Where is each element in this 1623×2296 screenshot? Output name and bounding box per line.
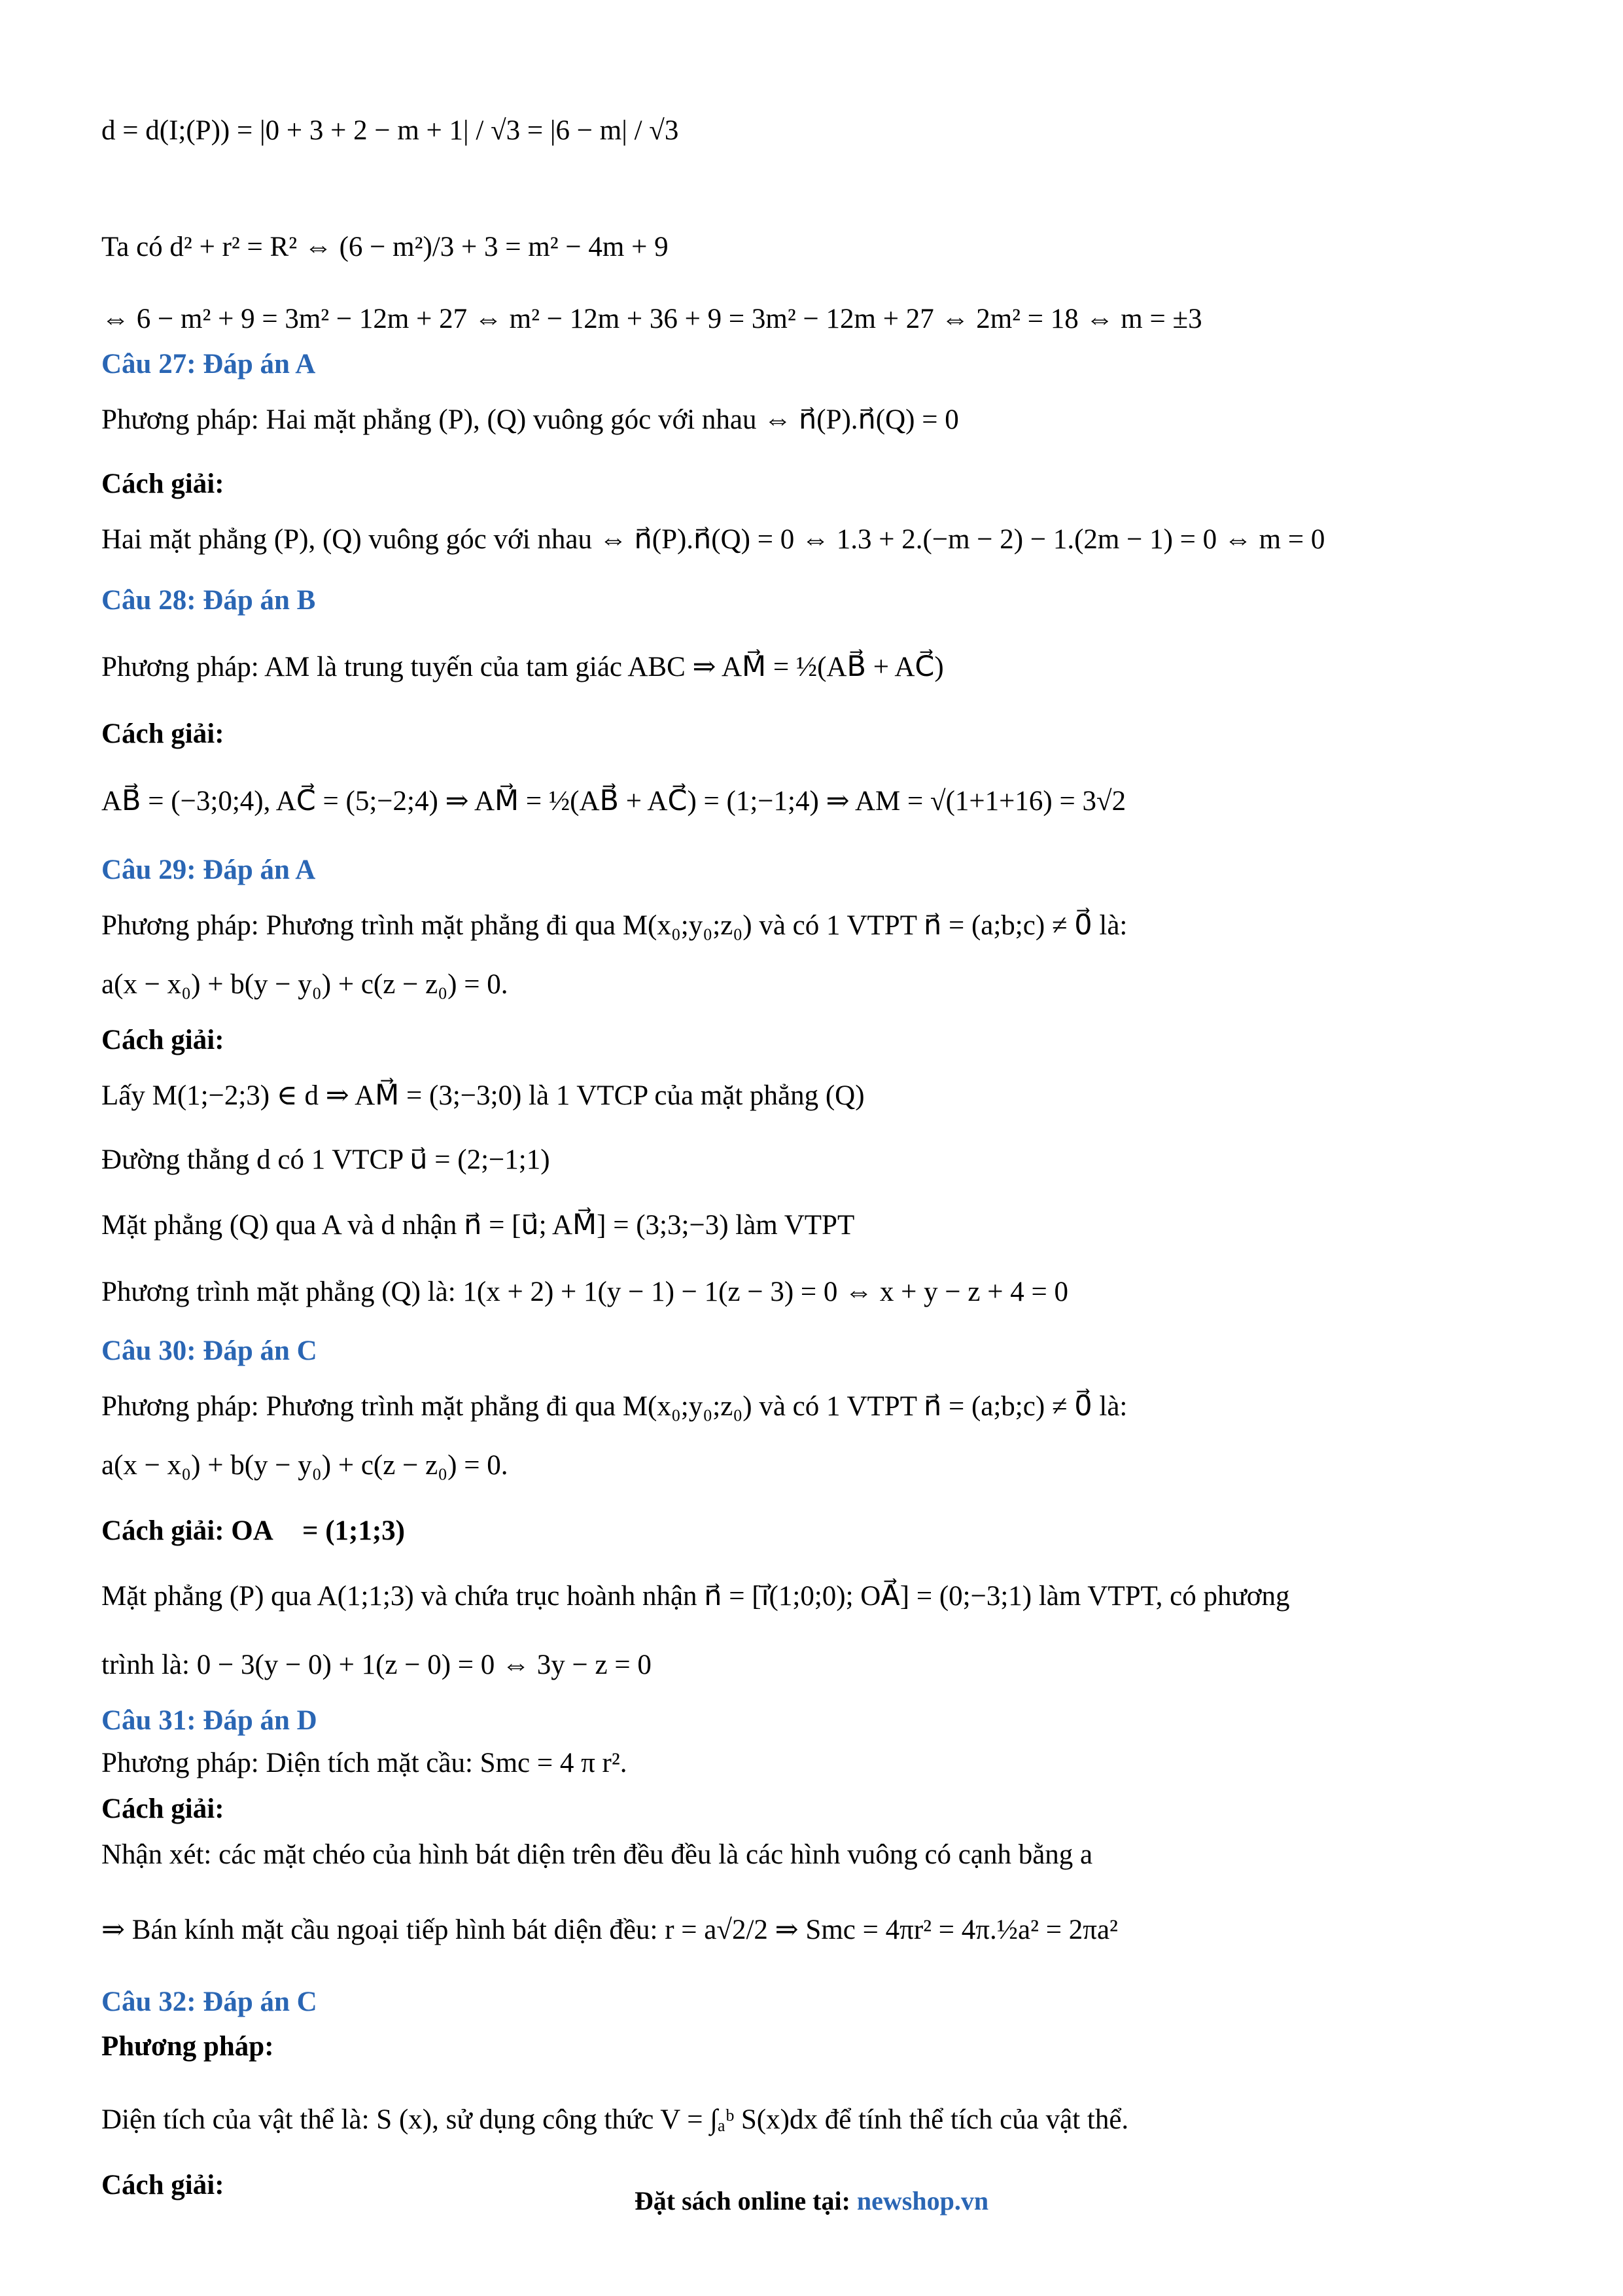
text-line: Nhận xét: các mặt chéo của hình bát diện trên đều đều là các hình vuông có cạnh bằng a xyxy=(101,1839,1093,1870)
text-line: Phương pháp: Phương trình mặt phẳng đi qua M(x₀;y₀;z₀) và có 1 VTPT n⃗ = (a;b;c) ≠ 0⃗ là: xyxy=(101,910,1128,941)
text-line: a(x − x₀) + b(y − y₀) + c(z − z₀) = 0. xyxy=(101,969,508,1000)
answer-heading: Câu 29: Đáp án A xyxy=(101,855,316,885)
text-line: AB⃗ = (−3;0;4), AC⃗ = (5;−2;4) ⇒ AM⃗ = ½(AB⃗ + AC⃗) = (1;−1;4) ⇒ AM = √(1+1+16) = 3√2 xyxy=(101,786,1126,817)
text-line: Phương trình mặt phẳng (Q) là: 1(x + 2) + 1(y − 1) − 1(z − 3) = 0 ⇔ x + y − z + 4 = 0 xyxy=(101,1277,1068,1307)
footer-label: Đặt sách online tại: xyxy=(634,2186,850,2216)
page-footer xyxy=(0,2185,1623,2216)
text-line: Đường thẳng d có 1 VTCP u⃗ = (2;−1;1) xyxy=(101,1144,550,1175)
section-label: Cách giải: xyxy=(101,1025,224,1055)
text-line: Phương pháp: Diện tích mặt cầu: Smc = 4 π r². xyxy=(101,1748,627,1778)
text-line: Hai mặt phẳng (P), (Q) vuông góc với nhau ⇔ n⃗(P).n⃗(Q) = 0 ⇔ 1.3 + 2.(−m − 2) − 1.(2m − 1) = 0 ⇔ m = 0 xyxy=(101,524,1325,555)
text-line: Diện tích của vật thể là: S (x), sử dụng công thức V = ∫ₐᵇ S(x)dx để tính thể tích của vật thể. xyxy=(101,2104,1129,2135)
answer-heading: Câu 28: Đáp án B xyxy=(101,585,316,616)
answer-heading: Câu 30: Đáp án C xyxy=(101,1335,317,1366)
text-line: trình là: 0 − 3(y − 0) + 1(z − 0) = 0 ⇔ 3y − z = 0 xyxy=(101,1650,652,1680)
text-line: ⇔ 6 − m² + 9 = 3m² − 12m + 27 ⇔ m² − 12m + 36 + 9 = 3m² − 12m + 27 ⇔ 2m² = 18 ⇔ m = ±3 xyxy=(101,304,1202,334)
text-line: d = d(I;(P)) = |0 + 3 + 2 − m + 1| / √3 = |6 − m| / √3 xyxy=(101,115,679,146)
text-line: Mặt phẳng (P) qua A(1;1;3) và chứa trục hoành nhận n⃗ = [i⃗(1;0;0); OA⃗] = (0;−3;1) làm VTPT, có phương xyxy=(101,1581,1290,1612)
footer-link[interactable]: newshop.vn xyxy=(856,2186,989,2216)
answer-heading: Câu 32: Đáp án C xyxy=(101,1987,317,2017)
section-label: Cách giải: xyxy=(101,2170,224,2200)
text-line: Phương pháp: Hai mặt phẳng (P), (Q) vuông góc với nhau ⇔ n⃗(P).n⃗(Q) = 0 xyxy=(101,404,959,435)
section-label: Phương pháp: xyxy=(101,2031,274,2062)
section-label: Cách giải: xyxy=(101,718,224,749)
text-line: Phương pháp: AM là trung tuyến của tam giác ABC ⇒ AM⃗ = ½(AB⃗ + AC⃗) xyxy=(101,652,944,682)
answer-heading: Câu 27: Đáp án A xyxy=(101,349,316,380)
section-label: Cách giải: xyxy=(101,468,224,499)
text-line: Lấy M(1;−2;3) ∈ d ⇒ AM⃗ = (3;−3;0) là 1 VTCP của mặt phẳng (Q) xyxy=(101,1080,865,1111)
section-label: Cách giải: OA⃗ = (1;1;3) xyxy=(101,1515,405,1546)
answer-heading: Câu 31: Đáp án D xyxy=(101,1705,317,1736)
section-label: Cách giải: xyxy=(101,1793,224,1824)
text-line: a(x − x₀) + b(y − y₀) + c(z − z₀) = 0. xyxy=(101,1450,508,1481)
text-line: ⇒ Bán kính mặt cầu ngoại tiếp hình bát diện đều: r = a√2/2 ⇒ Smc = 4πr² = 4π.½a² = 2πa² xyxy=(101,1915,1118,1945)
text-line: Mặt phẳng (Q) qua A và d nhận n⃗ = [u⃗; AM⃗] = (3;3;−3) làm VTPT xyxy=(101,1210,855,1241)
text-line: Ta có d² + r² = R² ⇔ (6 − m²)/3 + 3 = m² − 4m + 9 xyxy=(101,232,669,262)
text-line: Phương pháp: Phương trình mặt phẳng đi qua M(x₀;y₀;z₀) và có 1 VTPT n⃗ = (a;b;c) ≠ 0⃗ là: xyxy=(101,1391,1128,1422)
